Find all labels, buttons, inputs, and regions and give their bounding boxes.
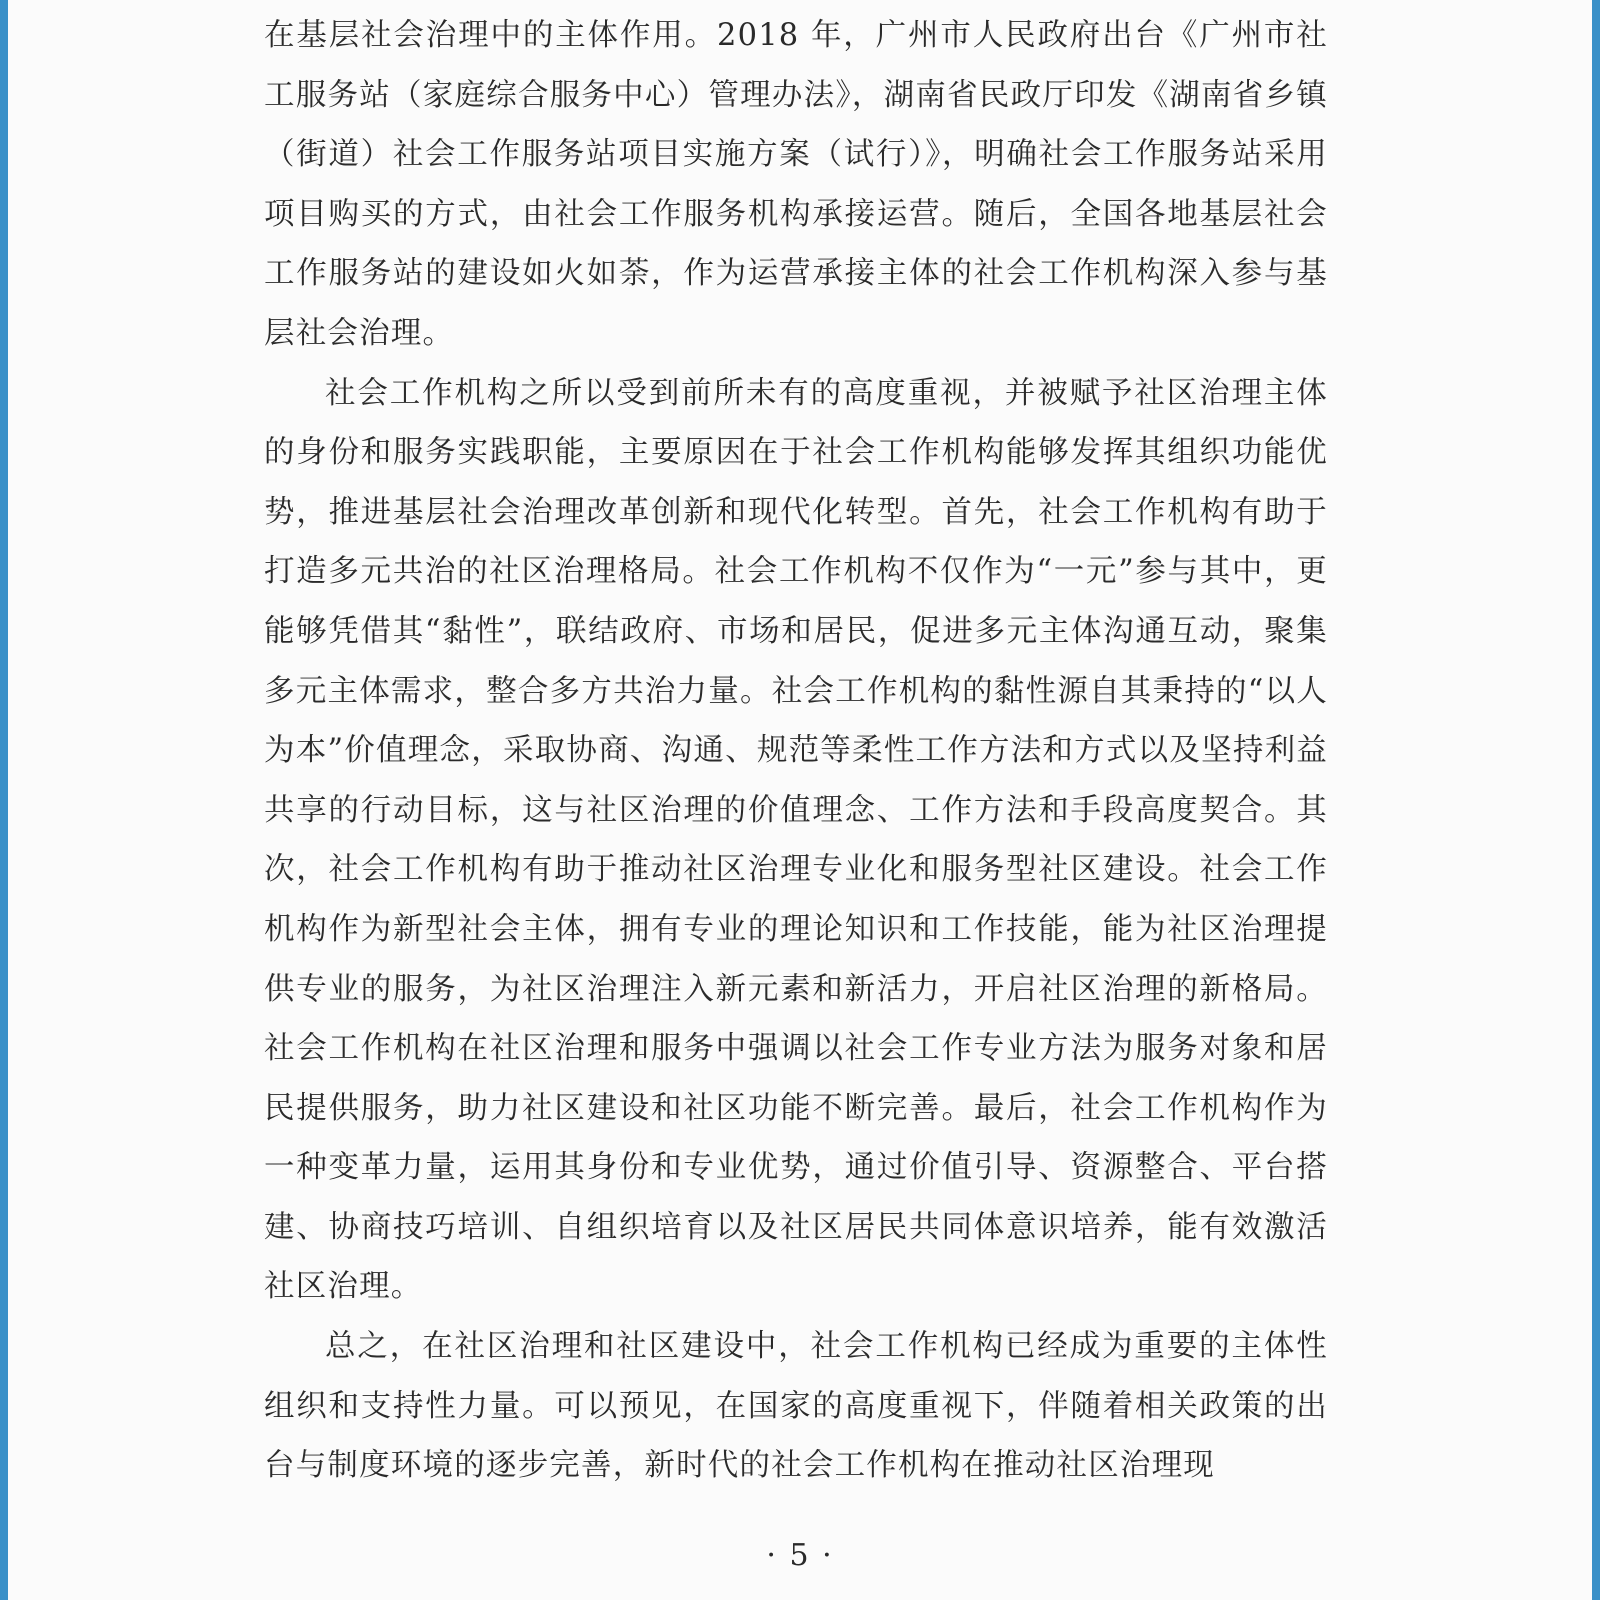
paragraph-3: 总之，在社区治理和社区建设中，社会工作机构已经成为重要的主体性组织和支持性力量。可以预见，在国家的高度重视下，伴随着相关政策的出台与制度环境的逐步完善，新时代的社会工作机构在推动社区治理现 xyxy=(264,1329,1328,1484)
paragraph-1: 在基层社会治理中的主体作用。2018 年，广州市人民政府出台《广州市社工服务站（家庭综合服务中心）管理办法》，湖南省民政厅印发《湖南省乡镇（街道）社会工作服务站项目实施方案（试行）》，明确社会工作服务站采用项目购买的方式，由社会工作服务机构承接运营。随后，全国各地基层社会工作服务站的建设如火如荼，作为运营承接主体的社会工作机构深入参与基层社会治理。 xyxy=(264,18,1328,351)
document-page xyxy=(8,0,1592,1600)
left-border xyxy=(0,0,8,1600)
right-border xyxy=(1592,0,1600,1600)
page-number: · 5 · xyxy=(766,1538,834,1573)
body-text xyxy=(264,6,1328,1496)
paragraph-2: 社会工作机构之所以受到前所未有的高度重视，并被赋予社区治理主体的身份和服务实践职能，主要原因在于社会工作机构能够发挥其组织功能优势，推进基层社会治理改革创新和现代化转型。首先，社会工作机构有助于打造多元共治的社区治理格局。社会工作机构不仅作为“一元”参与其中，更能够凭借其“黏性”，联结政府、市场和居民，促进多元主体沟通互动，聚集多元主体需求，整合多方共治力量。社会工作机构的黏性源自其秉持的“以人为本”价值理念，采取协商、沟通、规范等柔性工作方法和方式以及坚持利益共享的行动目标，这与社区治理的价值理念、工作方法和手段高度契合。其次，社会工作机构有助于推动社区治理专业化和服务型社区建设。社会工作机构作为新型社会主体，拥有专业的理论知识和工作技能，能为社区治理提供专业的服务，为社区治理注入新元素和新活力，开启社区治理的新格局。社会工作机构在社区治理和服务中强调以社会工作专业方法为服务对象和居民提供服务，助力社区建设和社区功能不断完善。最后，社会工作机构作为一种变革力量，运用其身份和专业优势，通过价值引导、资源整合、平台搭建、协商技巧培训、自组织培育以及社区居民共同体意识培养，能有效激活社区治理。 xyxy=(264,375,1328,1305)
